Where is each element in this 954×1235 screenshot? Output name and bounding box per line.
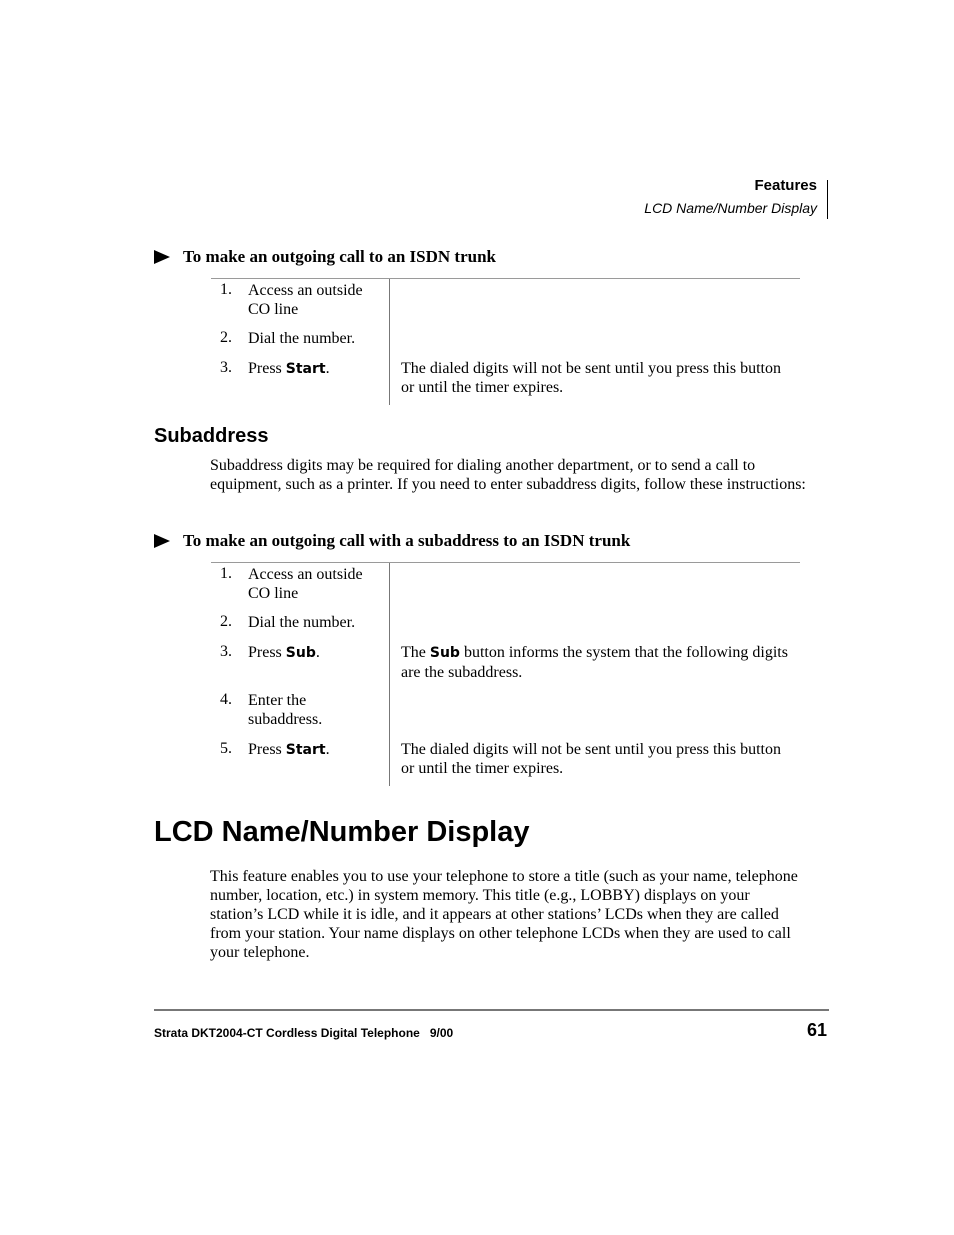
- running-header-subsection: LCD Name/Number Display: [644, 200, 817, 216]
- table-column-rule: [389, 563, 390, 786]
- note-text-pre: The: [401, 644, 430, 661]
- footer-document-title: Strata DKT2004-CT Cordless Digital Telephone 9/00: [154, 1026, 454, 1040]
- procedure-heading: [154, 531, 630, 551]
- step-text: Access an outside CO line: [248, 566, 363, 602]
- step-text-post: .: [325, 741, 330, 758]
- step-number: 2.: [220, 613, 232, 630]
- step-text: Access an outside CO line: [248, 282, 363, 318]
- step-number: 5.: [220, 740, 232, 757]
- header-divider: [827, 180, 828, 219]
- arrow-right-icon: [154, 534, 170, 548]
- step-note: The dialed digits will not be sent until you press this button or until the timer expires.: [401, 360, 781, 396]
- procedure-title: To make an outgoing call to an ISDN trunk: [183, 247, 496, 266]
- step-text: Dial the number.: [248, 330, 356, 347]
- step-text-post: .: [325, 360, 330, 377]
- step-text: [248, 643, 388, 663]
- sub-key-label: Sub: [285, 645, 316, 661]
- arrow-right-icon: [154, 250, 170, 264]
- step-number: 4.: [220, 691, 232, 708]
- table-top-rule: [211, 562, 800, 563]
- step-note: The dialed digits will not be sent until you press this button or until the timer expires.: [401, 741, 781, 777]
- procedure-title: To make an outgoing call with a subaddress to an ISDN trunk: [183, 531, 631, 550]
- step-text: [248, 359, 388, 379]
- sub-key-label: Sub: [429, 645, 460, 661]
- start-key-label: Start: [285, 742, 326, 758]
- step-text-pre: Press: [248, 360, 286, 377]
- start-key-label: Start: [285, 361, 326, 377]
- step-text: Dial the number.: [248, 614, 356, 631]
- step-number: 2.: [220, 329, 232, 346]
- footer-rule: [154, 1009, 829, 1011]
- step-text-pre: Press: [248, 741, 286, 758]
- note-text-post: button informs the system that the following digits are the subaddress.: [401, 644, 788, 681]
- section-heading: Subaddress: [154, 425, 269, 447]
- step-note: [401, 643, 796, 682]
- table-top-rule: [211, 278, 800, 279]
- running-header-section: Features: [754, 177, 817, 194]
- section-body: Subaddress digits may be required for dialing another department, or to send a call to equipment, such as a printer. If you need to enter subaddress digits, follow these instructions:: [210, 457, 806, 493]
- step-number: 1.: [220, 565, 232, 582]
- step-number: 3.: [220, 643, 232, 660]
- table-column-rule: [389, 279, 390, 405]
- step-text: [248, 740, 388, 760]
- step-text-post: .: [315, 644, 320, 661]
- step-text-pre: Press: [248, 644, 286, 661]
- step-number: 1.: [220, 281, 232, 298]
- step-number: 3.: [220, 359, 232, 376]
- page-number: 61: [806, 1020, 827, 1040]
- procedure-heading: [154, 247, 496, 267]
- step-text: Enter the subaddress.: [248, 692, 323, 728]
- page-section-title: LCD Name/Number Display: [154, 816, 530, 848]
- section-body: This feature enables you to use your telephone to store a title (such as your name, telephone number, location, etc.) in system memory. This title (e.g., LOBBY) displays on your station’s LCD while it is idle, and it appears at other stations’ LCDs when they are called from your station. Your name displays on other telephone LCDs when they are used to call your telephone.: [210, 868, 798, 961]
